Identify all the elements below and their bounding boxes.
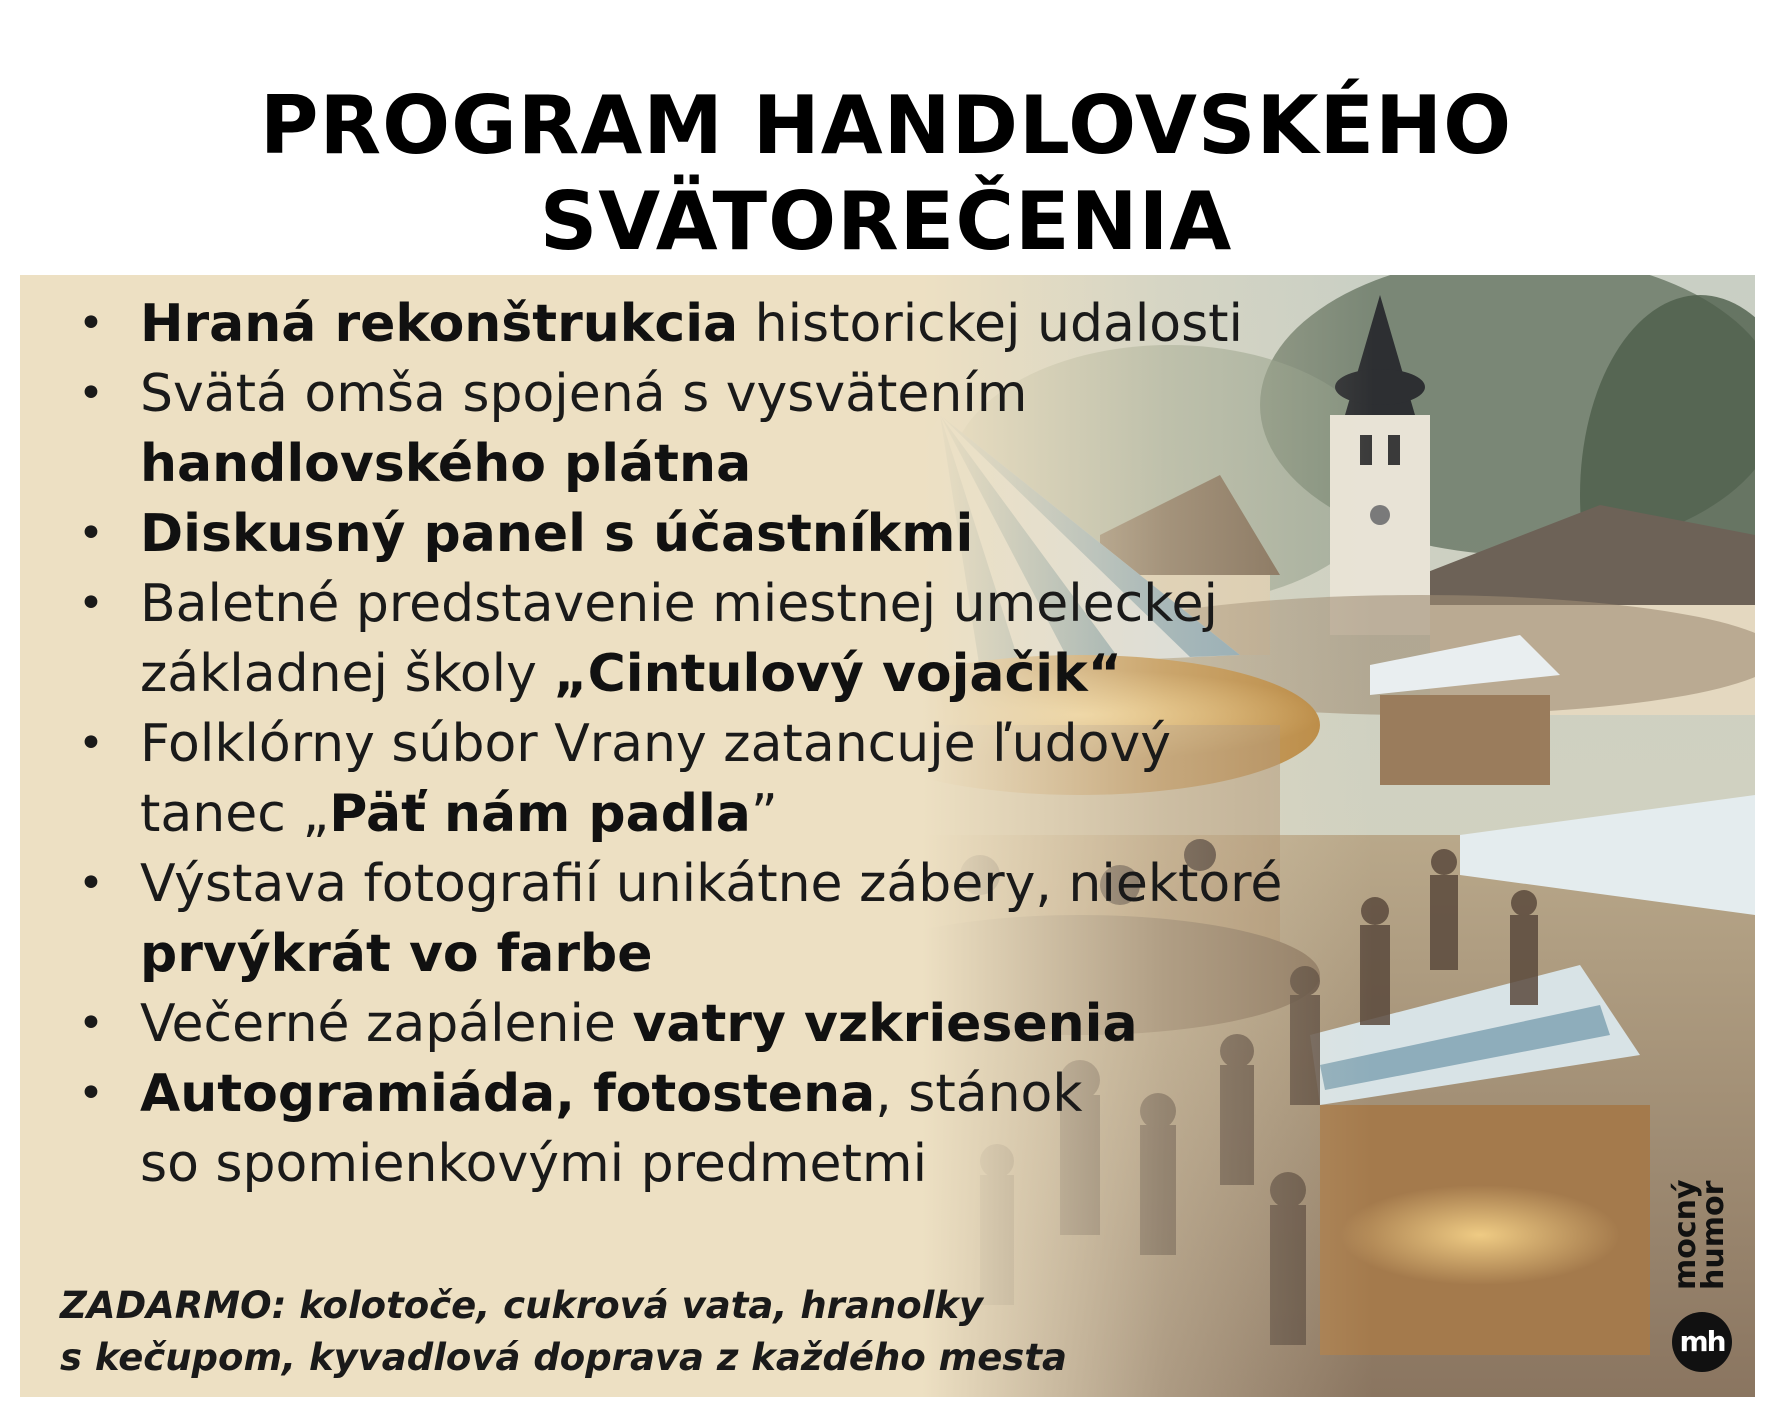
program-item [58, 709, 1358, 849]
item-line [140, 499, 1358, 569]
item-text-bold: Hraná rekonštrukcia [140, 294, 739, 354]
brand-logo-icon: mh [1672, 1312, 1732, 1372]
bullet-icon: • [78, 578, 104, 629]
bullet-icon: • [78, 298, 104, 349]
item-line [140, 989, 1358, 1059]
item-text: Folklórny súbor Vrany zatancuje ľudový [140, 714, 1171, 774]
item-text-bold: Autogramiáda, fotostena [140, 1064, 876, 1124]
item-text: tanec „ [140, 784, 330, 844]
brand-line-2: humor [1696, 1180, 1731, 1290]
program-list [58, 289, 1358, 1199]
bullet-icon: • [78, 998, 104, 1049]
bullet-icon: • [78, 508, 104, 559]
title-line-2: SVÄTOREČENIA [539, 175, 1233, 268]
item-text: Svätá omša spojená s vysvätením [140, 364, 1028, 424]
item-text: historickej udalosti [738, 294, 1244, 354]
item-line [140, 1059, 1358, 1129]
item-text: základnej školy [140, 644, 554, 704]
item-line [140, 709, 1358, 779]
item-line [140, 569, 1358, 639]
program-item [58, 569, 1358, 709]
item-line [140, 289, 1358, 359]
brand-line-1: mocný [1668, 1179, 1703, 1290]
item-text: ” [750, 784, 778, 844]
item-line [140, 1129, 1358, 1199]
item-line [140, 849, 1358, 919]
program-item [58, 989, 1358, 1059]
item-text: so spomienkovými predmetmi [140, 1134, 928, 1194]
free-line-1 [60, 1280, 1260, 1332]
item-line [140, 919, 1358, 989]
free-line-2: s kečupom, kyvadlová doprava z každého mesta [60, 1336, 1067, 1379]
content-panel [20, 275, 1755, 1397]
item-line [140, 639, 1358, 709]
item-line [140, 359, 1358, 429]
item-text-bold: Päť nám padla [329, 784, 751, 844]
item-text: , stánok [875, 1064, 1083, 1124]
program-item [58, 1059, 1358, 1199]
item-text-bold: handlovského plátna [140, 434, 752, 494]
bullet-icon: • [78, 368, 104, 419]
free-offer-note [60, 1280, 1260, 1384]
item-text-bold: „Cintulový vojačik“ [553, 644, 1122, 704]
item-line [140, 429, 1358, 499]
item-text-bold: prvýkrát vo farbe [140, 924, 653, 984]
bullet-icon: • [78, 1068, 104, 1119]
program-item [58, 359, 1358, 499]
free-text: kolotoče, cukrová vata, hranolky [286, 1284, 984, 1327]
item-text: Baletné predstavenie miestnej umeleckej [140, 574, 1218, 634]
item-text: Večerné zapálenie [140, 994, 633, 1054]
brand-logo-text [1668, 1179, 1731, 1290]
item-text: Výstava fotografií unikátne zábery, niektoré [140, 854, 1283, 914]
program-item [58, 289, 1358, 359]
item-line [140, 779, 1358, 849]
bullet-icon: • [78, 858, 104, 909]
free-label: ZADARMO: [60, 1284, 287, 1327]
title-line-1: PROGRAM HANDLOVSKÉHO [259, 79, 1513, 172]
program-item [58, 499, 1358, 569]
bullet-icon: • [78, 718, 104, 769]
item-text-bold: Diskusný panel s účastníkmi [140, 504, 974, 564]
page-title [0, 78, 1772, 270]
program-item [58, 849, 1358, 989]
item-text-bold: vatry vzkriesenia [632, 994, 1138, 1054]
